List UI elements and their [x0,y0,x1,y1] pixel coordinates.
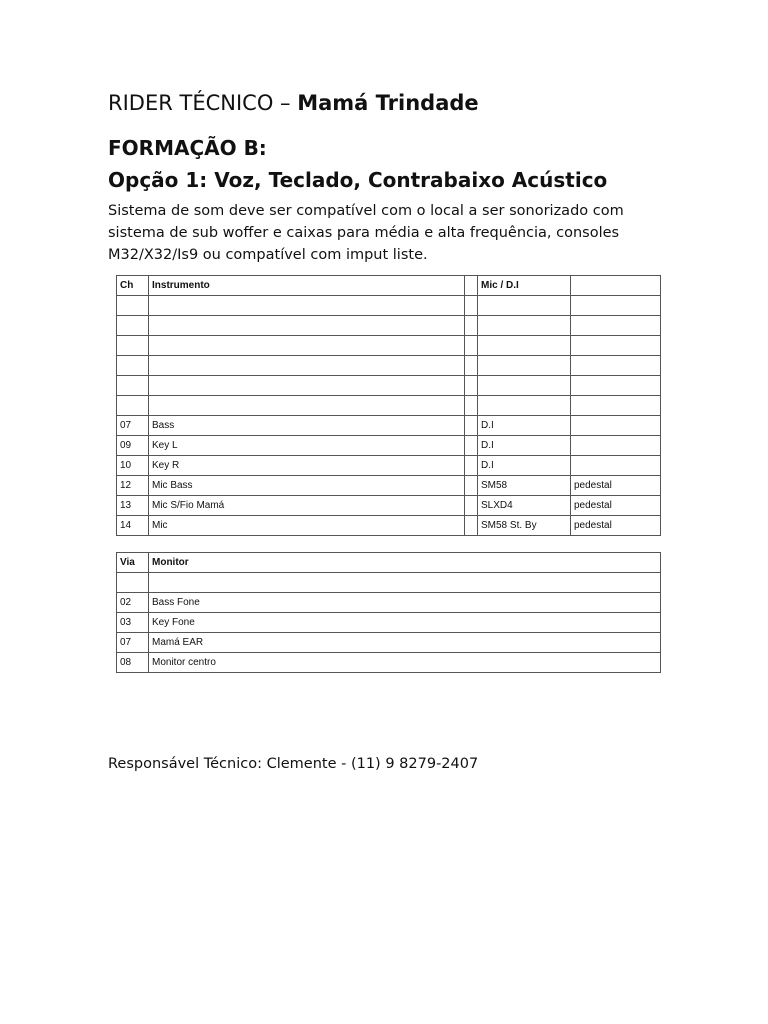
column-header-stand [571,276,661,296]
table-cell [571,316,661,336]
table-row [117,613,661,633]
table-cell [149,316,465,336]
table-cell: 10 [117,456,149,476]
table-cell [465,336,478,356]
table-cell: 08 [117,653,149,673]
table-cell: Bass [149,416,465,436]
table-cell [465,316,478,336]
table-cell [478,356,571,376]
table-cell: Mic [149,516,465,536]
table-cell [149,296,465,316]
table-header-row [117,276,661,296]
table-cell: Mamá EAR [149,633,661,653]
table-cell: D.I [478,436,571,456]
table-cell [478,376,571,396]
table-cell [117,296,149,316]
opcao-heading: Opção 1: Voz, Teclado, Contrabaixo Acústico [108,168,608,192]
table-cell: 07 [117,633,149,653]
table-cell [478,336,571,356]
table-row [117,356,661,376]
table-cell [149,396,465,416]
table-cell [465,296,478,316]
table-cell: SM58 St. By [478,516,571,536]
table-cell: pedestal [571,516,661,536]
table-cell: 13 [117,496,149,516]
table-cell: 07 [117,416,149,436]
table-row [117,496,661,516]
description-line: Sistema de som deve ser compatível com o local a ser sonorizado com [108,203,624,219]
table-cell: Key Fone [149,613,661,633]
table-cell [117,573,149,593]
table-row [117,476,661,496]
description-line: M32/X32/Is9 ou compatível com imput liste. [108,247,428,263]
table-cell [478,396,571,416]
table-row [117,336,661,356]
table-cell [117,336,149,356]
table-cell [149,336,465,356]
table-cell [478,316,571,336]
table-cell [465,456,478,476]
table-cell: D.I [478,416,571,436]
table-cell: SM58 [478,476,571,496]
input-list-table [116,275,661,536]
table-row [117,573,661,593]
table-row [117,416,661,436]
title-prefix: RIDER TÉCNICO – [108,91,298,115]
table-cell [149,573,661,593]
table-cell [117,396,149,416]
table-cell: pedestal [571,496,661,516]
table-cell: pedestal [571,476,661,496]
sound-system-description [108,200,668,266]
table-cell [571,416,661,436]
table-cell: 12 [117,476,149,496]
table-cell [571,336,661,356]
table-cell [465,376,478,396]
table-cell [117,356,149,376]
table-cell [571,396,661,416]
table-row [117,516,661,536]
table-cell: SLXD4 [478,496,571,516]
table-cell: 02 [117,593,149,613]
description-line: sistema de sub woffer e caixas para média e alta frequência, consoles [108,225,620,241]
table-header-row [117,553,661,573]
column-header-blank [465,276,478,296]
table-row [117,296,661,316]
table-cell [571,436,661,456]
table-cell [117,376,149,396]
table-cell: 09 [117,436,149,456]
table-cell [465,436,478,456]
table-cell [571,356,661,376]
table-cell: D.I [478,456,571,476]
column-header-via: Via [117,553,149,573]
table-row [117,633,661,653]
table-cell [465,496,478,516]
table-row [117,436,661,456]
table-row [117,376,661,396]
table-cell: Mic Bass [149,476,465,496]
column-header-monitor: Monitor [149,553,661,573]
table-cell: Mic S/Fio Mamá [149,496,465,516]
table-row [117,653,661,673]
table-cell: Monitor centro [149,653,661,673]
table-cell [571,376,661,396]
table-cell [465,416,478,436]
table-cell [149,356,465,376]
column-header-mic-di: Mic / D.I [478,276,571,296]
table-cell [478,296,571,316]
table-cell [117,316,149,336]
table-cell: Key L [149,436,465,456]
table-cell [465,396,478,416]
column-header-instrumento: Instrumento [149,276,465,296]
monitor-list-table [116,552,661,673]
table-row [117,316,661,336]
table-cell: 03 [117,613,149,633]
table-cell [465,356,478,376]
formacao-heading: FORMAÇÃO B: [108,136,267,160]
table-row [117,456,661,476]
table-cell: 14 [117,516,149,536]
responsible-contact: Responsável Técnico: Clemente - (11) 9 8279-2407 [108,756,479,772]
table-cell [465,516,478,536]
table-row [117,396,661,416]
document-title [108,91,479,115]
column-header-ch: Ch [117,276,149,296]
table-cell [465,476,478,496]
table-cell: Key R [149,456,465,476]
artist-name: Mamá Trindade [297,91,479,115]
table-row [117,593,661,613]
table-cell [571,456,661,476]
table-cell: Bass Fone [149,593,661,613]
table-cell [149,376,465,396]
table-cell [571,296,661,316]
